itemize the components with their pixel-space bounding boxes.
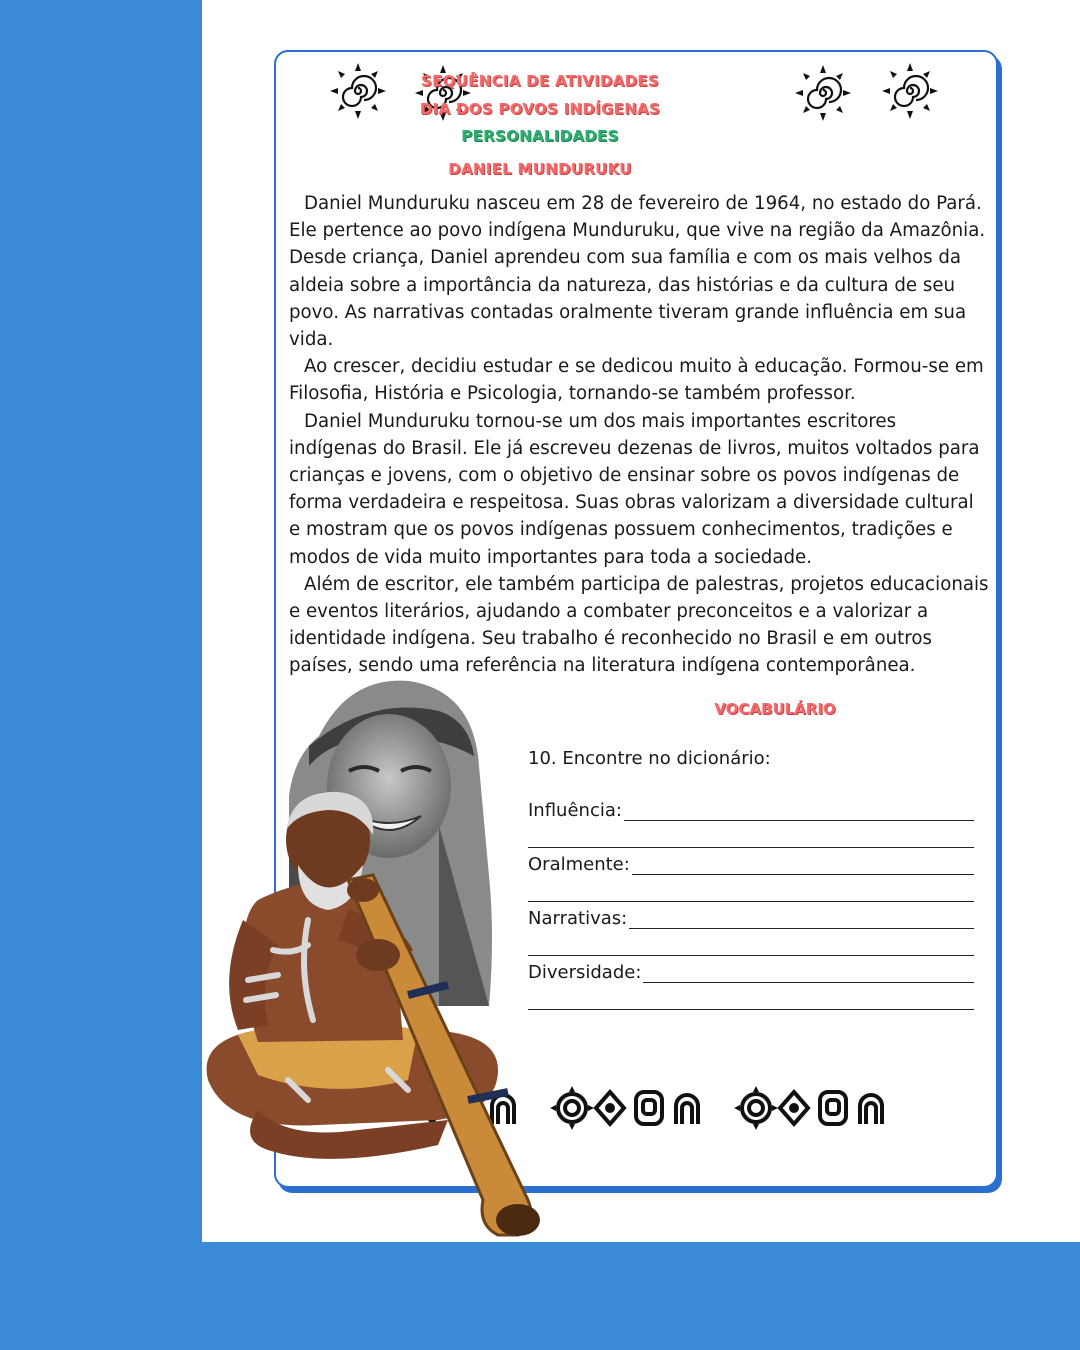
answer-line[interactable] xyxy=(632,854,974,875)
answer-line[interactable] xyxy=(629,908,974,929)
answer-row-narrativas[interactable] xyxy=(528,902,974,929)
answer-line[interactable] xyxy=(528,821,974,848)
answer-line[interactable] xyxy=(528,875,974,902)
vocabulary-section xyxy=(528,748,974,1010)
header-line-3: PERSONALIDADES xyxy=(461,127,619,145)
word-label: Influência: xyxy=(528,800,622,821)
word-label: Diversidade: xyxy=(528,962,642,983)
word-label: Oralmente: xyxy=(528,854,630,875)
paragraph-1: Daniel Munduruku nasceu em 28 de fevereiro de 1964, no estado do Pará. Ele pertence ao povo indígena Munduruku, que vive na região da Amazônia. Desde criança, Daniel aprendeu com sua família e com os mais velhos da aldeia sobre a importância da natureza, das histórias e da cultura de seu povo. As narrativas contadas oralmente tiveram grande influência em sua vida. xyxy=(289,193,986,351)
vocabulary-title: VOCABULÁRIO xyxy=(714,700,836,718)
answer-row-diversidade[interactable] xyxy=(528,956,974,983)
answer-line[interactable] xyxy=(643,962,974,983)
header-line-2: DIA DOS POVOS INDÍGENAS xyxy=(419,100,661,118)
answer-line[interactable] xyxy=(624,800,974,821)
vocabulary-question: 10. Encontre no dicionário: xyxy=(528,748,771,769)
answer-line[interactable] xyxy=(528,983,974,1010)
header-line-1: SEQUÊNCIA DE ATIVIDADES xyxy=(420,72,660,90)
answer-row-oralmente[interactable] xyxy=(528,848,974,875)
paragraph-3: Daniel Munduruku tornou-se um dos mais importantes escritores indígenas do Brasil. Ele já escreveu dezenas de livros, muitos voltados para crianças e jovens, com o objetivo de ensinar sobre os povos indígenas de forma verdadeira e respeitosa. Suas obras valorizam a diversidade cultural e mostram que os povos indígenas possuem conhecimentos, tradições e modos de vida muito importantes para toda a sociedade. xyxy=(289,410,980,568)
answer-line[interactable] xyxy=(528,929,974,956)
header-line-4: DANIEL MUNDURUKU xyxy=(448,160,632,178)
paragraph-2: Ao crescer, decidiu estudar e se dedicou muito à educação. Formou-se em Filosofia, História e Psicologia, tornando-se também professor. xyxy=(289,356,984,405)
paragraph-4: Além de escritor, ele também participa de palestras, projetos educacionais e eventos literários, ajudando a combater preconceitos e a valorizar a identidade indígena. Seu trabalho é reconhecido no Brasil e em outros países, sendo uma referência na literatura indígena contemporânea. xyxy=(289,573,989,677)
indigenous-man-illustration xyxy=(198,780,578,1246)
word-label: Narrativas: xyxy=(528,908,628,929)
biography-text xyxy=(289,190,989,680)
answer-row-influencia[interactable] xyxy=(528,794,974,821)
